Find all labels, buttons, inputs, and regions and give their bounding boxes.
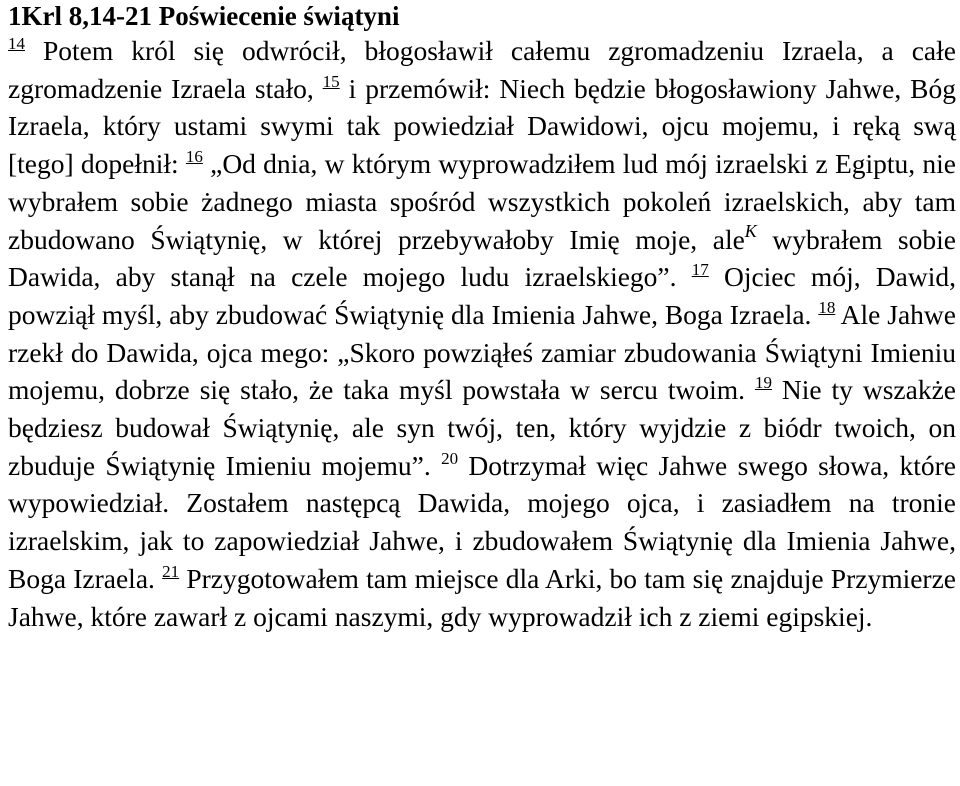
verse-number-17[interactable]: 17 [691,260,709,280]
verse-number-19[interactable]: 19 [754,373,772,393]
footnote-marker[interactable]: K [744,220,757,241]
verse-text-16: „Od dnia, w którym wyprowadziłem lud mój izraelski z Egiptu, nie wybrałem sobie żadnego miasta spośród wszystkich pokoleń izraelskich, aby tam zbudowano Świątynię, w której przebywałoby Imię moje, ale [8,148,956,255]
verse-text-21: Przygotowałem tam miejsce dla Arki, bo tam się znajduje Przymierze Jahwe, które zawarł z ojcami naszymi, gdy wyprowadził ich z ziemi egipskiej. [8,562,957,632]
verse-number-14[interactable]: 14 [8,34,25,53]
verse-text-20: Dotrzymał więc Jahwe swego słowa, które wypowiedział. Zostałem następcą Dawida, mojego ojca, i zasiadłem na tronie izraelskim, jak to zapowiedział Jahwe, i zbudowałem Świątynię dla Imienia Jahwe, Boga Izraela. [8,449,957,594]
passage-text [8,32,956,635]
verse-text-16-cont: wybrałem sobie Dawida, aby stanął na czele mojego ludu izraelskiego”. [8,223,956,293]
verse-text-18: Ale Jahwe rzekł do Dawida, ojca mego: „Skoro powziąłeś zamiar zbudowania Świątyni Imieniu mojemu, dobrze się stało, że taka myśl powstała w sercu twoim. [8,298,956,406]
verse-number-21[interactable]: 21 [162,561,180,581]
verse-text-14: Potem król się odwrócił, błogosławił całemu zgromadzeniu Izraela, a całe zgromadzenie Izraela stało, [8,35,956,104]
verse-number-18[interactable]: 18 [818,297,836,317]
document-page [8,0,956,635]
verse-number-15[interactable]: 15 [322,71,340,91]
verse-number-20: 20 [441,448,459,468]
verse-number-16[interactable]: 16 [185,147,203,167]
verse-text-15: i przemówił: Niech będzie błogosławiony Jahwe, Bóg Izraela, który ustami swymi tak powiedział Dawidowi, ojcu mojemu, i ręką swą [tego] dopełnił: [8,72,957,180]
verse-text-17: Ojciec mój, Dawid, powziął myśl, aby zbudować Świątynię dla Imienia Jahwe, Boga Izraela. [8,261,956,330]
verse-text-19: Nie ty wszakże będziesz budował Świątynię, ale syn twój, ten, który wyjdzie z biódr twoich, on zbuduje Świątynię Imieniu mojemu”. [8,374,957,481]
document-title: 1Krl 8,14-21 Poświecenie świątyni [8,1,400,31]
